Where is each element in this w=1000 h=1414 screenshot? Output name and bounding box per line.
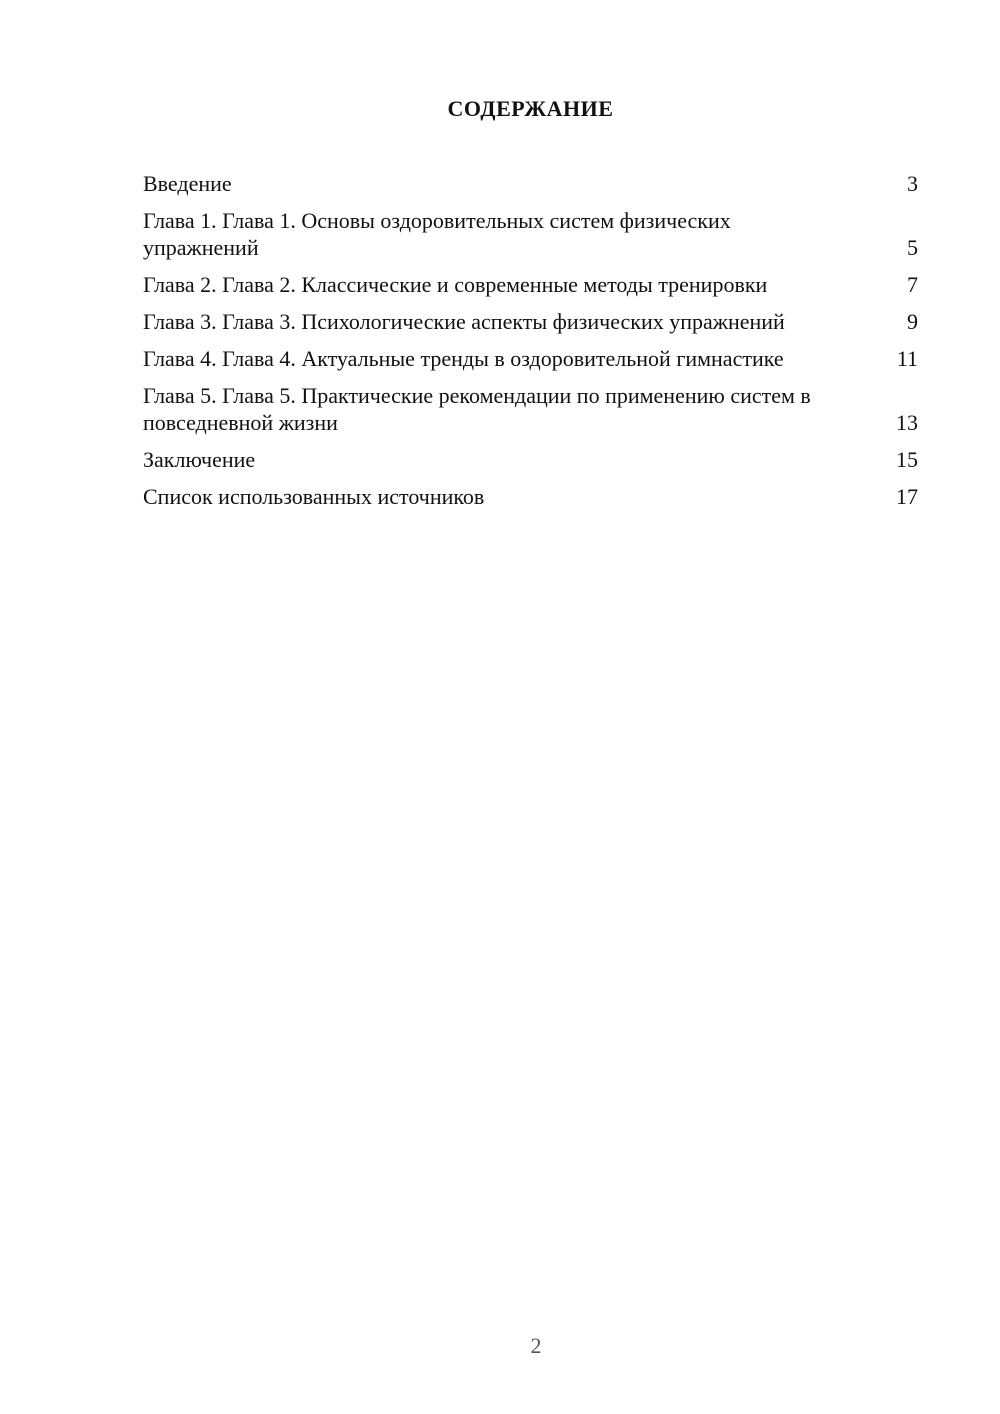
toc-entry-references xyxy=(143,483,918,510)
toc-entry-text: Введение xyxy=(143,171,232,196)
toc-entry-text: Список использованных источников xyxy=(143,484,485,509)
table-of-contents xyxy=(143,170,918,520)
toc-entry-chapter-5 xyxy=(143,382,918,436)
toc-title: СОДЕРЖАНИЕ xyxy=(447,96,614,121)
toc-entry-page: 3 xyxy=(907,171,918,196)
toc-entry-text: Заключение xyxy=(143,447,256,472)
toc-entry-page: 7 xyxy=(907,272,918,297)
toc-entry-chapter-1 xyxy=(143,207,918,261)
toc-entry-page: 9 xyxy=(907,309,918,334)
toc-entry-page: 15 xyxy=(896,447,918,472)
toc-entry-text: Глава 4. Глава 4. Актуальные тренды в оздоровительной гимнастике xyxy=(143,346,784,371)
toc-entry-chapter-4 xyxy=(143,345,918,372)
toc-entry-introduction xyxy=(143,170,918,197)
toc-entry-conclusion xyxy=(143,446,918,473)
toc-entry-text: Глава 3. Глава 3. Психологические аспекты физических упражнений xyxy=(143,309,785,334)
toc-entry-text: Глава 2. Глава 2. Классические и современные методы тренировки xyxy=(143,272,768,297)
toc-entry-page: 17 xyxy=(896,484,918,509)
toc-entry-chapter-2 xyxy=(143,271,918,298)
toc-entry-text: Глава 5. Глава 5. Практические рекомендации по применению систем в повседневной жизни xyxy=(143,383,811,435)
toc-entry-text: Глава 1. Глава 1. Основы оздоровительных систем физических упражнений xyxy=(143,208,731,260)
page-number: 2 xyxy=(530,1333,542,1358)
toc-entry-page: 5 xyxy=(907,235,918,260)
toc-entry-chapter-3 xyxy=(143,308,918,335)
toc-entry-page: 11 xyxy=(896,346,918,371)
toc-entry-page: 13 xyxy=(896,410,918,435)
